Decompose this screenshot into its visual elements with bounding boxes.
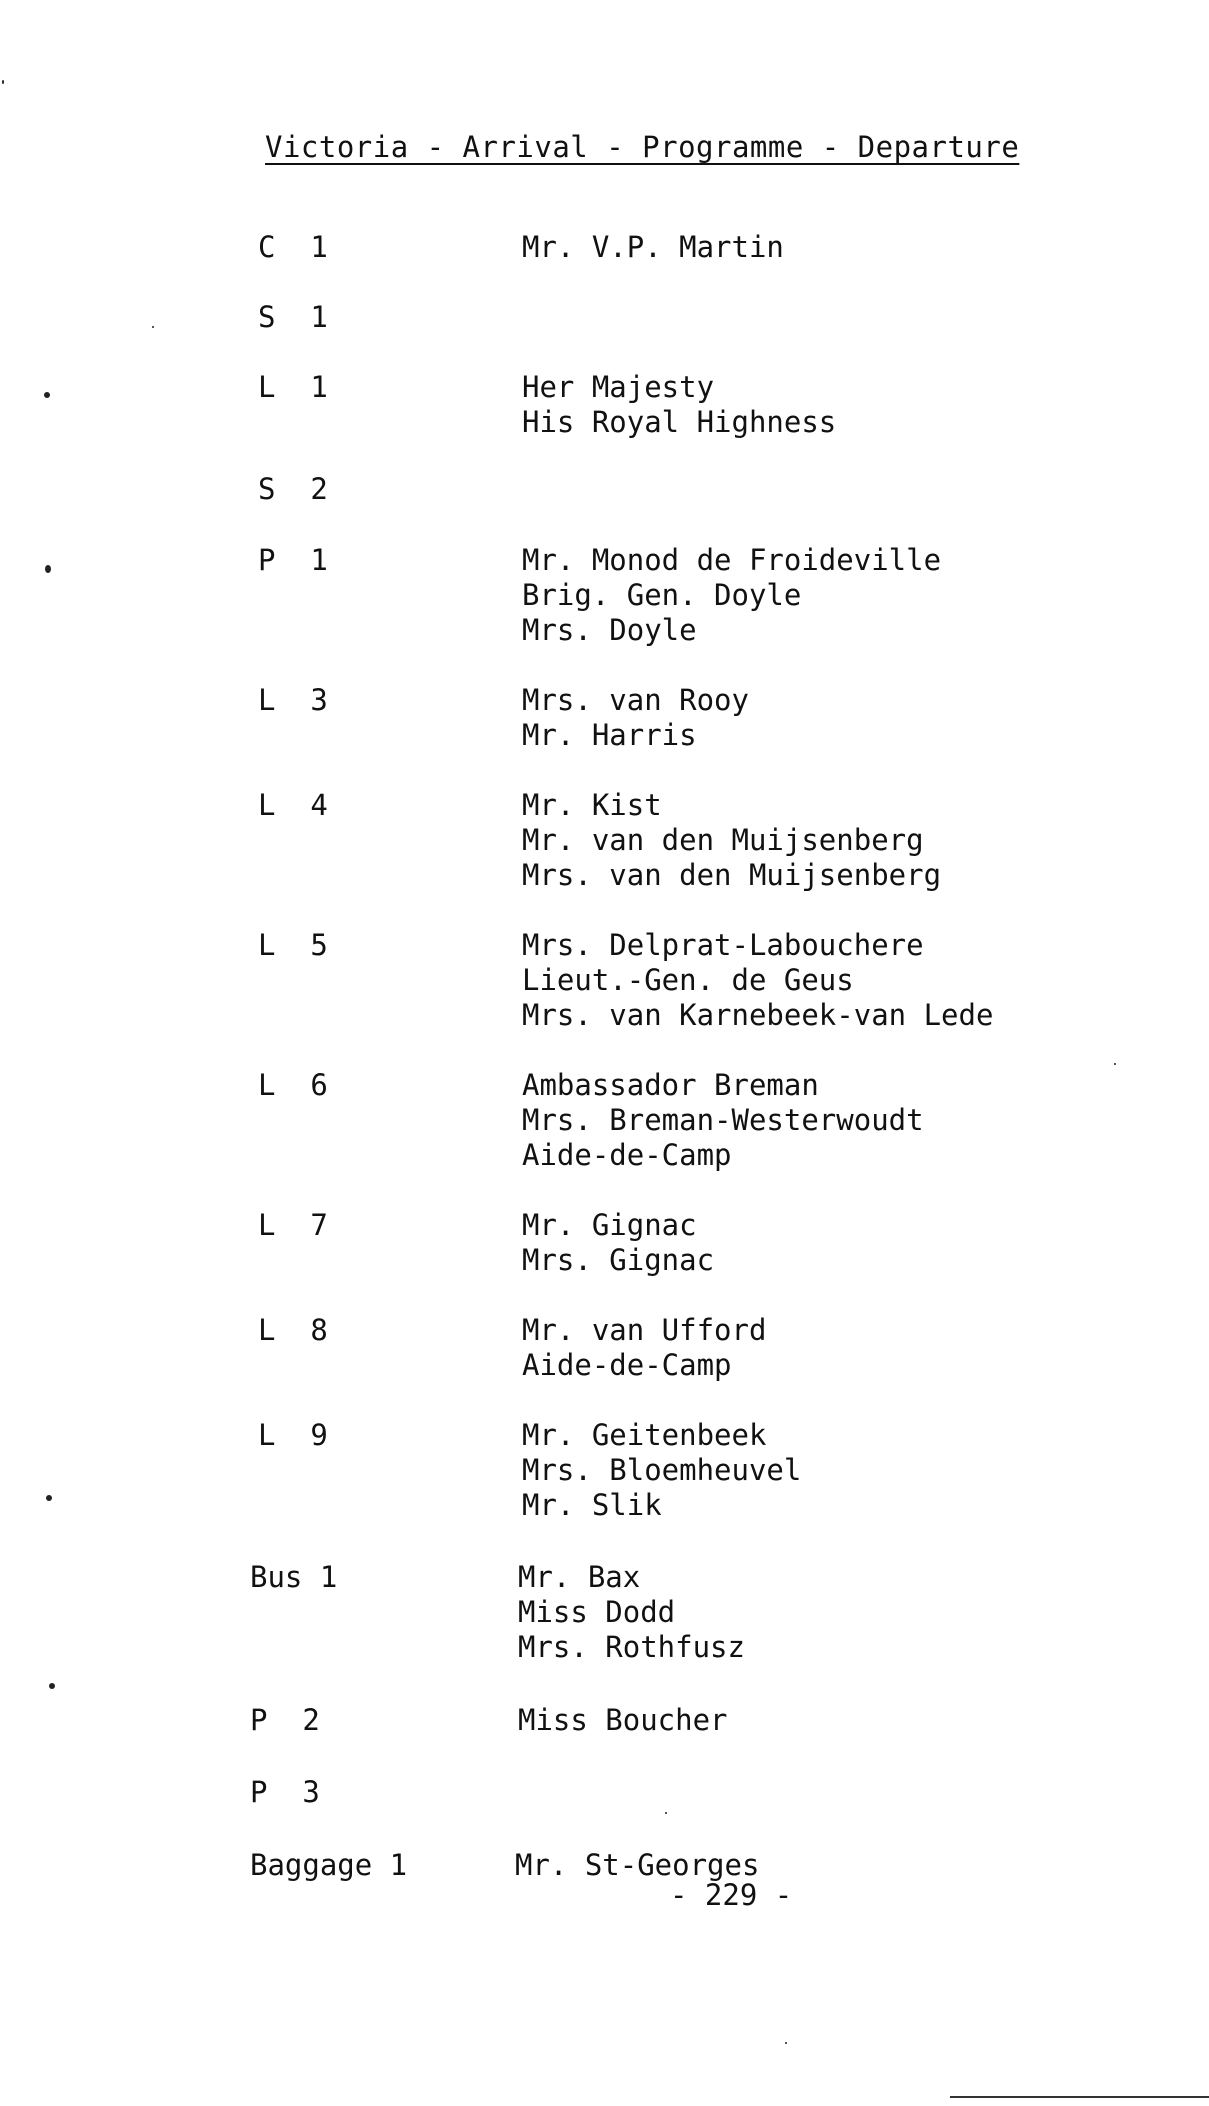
passenger-list (522, 1313, 766, 1383)
vehicle-label: Baggage 1 (250, 1848, 408, 1882)
passenger-name: Her Majesty (522, 370, 715, 404)
passenger-name: Mr. Monod de Froideville (522, 543, 942, 577)
passenger-name: Mr. V.P. Martin (522, 230, 784, 264)
passenger-name: Mr. Geitenbeek (522, 1418, 767, 1452)
passenger-name: Mr. Harris (522, 718, 697, 752)
vehicle-label: L 5 (258, 928, 328, 962)
vehicle-label: P 1 (258, 543, 328, 577)
passenger-name: Ambassador Breman (522, 1068, 819, 1102)
vehicle-label: P 3 (250, 1775, 320, 1809)
passenger-name: Mrs. Gignac (522, 1243, 715, 1277)
scan-speck (49, 1683, 55, 1689)
passenger-name: Miss Dodd (518, 1595, 676, 1629)
passenger-name: Aide-de-Camp (522, 1348, 732, 1382)
page-number: - 229 - (670, 1878, 793, 1912)
scan-speck (665, 1812, 667, 1814)
scan-edge-line (950, 2096, 1209, 2098)
passenger-name: Brig. Gen. Doyle (522, 578, 802, 612)
vehicle-label: P 2 (250, 1703, 320, 1737)
passenger-list (522, 543, 941, 648)
passenger-list (522, 1418, 801, 1523)
vehicle-label: L 4 (258, 788, 328, 822)
scan-speck (2, 80, 4, 84)
passenger-name: His Royal Highness (522, 405, 837, 439)
passenger-name: Mr. van den Muijsenberg (522, 823, 924, 857)
vehicle-label: L 1 (258, 370, 328, 404)
passenger-list (522, 683, 749, 753)
vehicle-label: S 2 (258, 472, 328, 506)
document-title: Victoria - Arrival - Programme - Departure (265, 130, 1020, 164)
vehicle-label: L 3 (258, 683, 328, 717)
passenger-name: Mrs. Delprat-Labouchere (522, 928, 924, 962)
vehicle-label: Bus 1 (250, 1560, 338, 1594)
scan-speck (46, 1495, 52, 1501)
scan-speck (1114, 1063, 1116, 1065)
passenger-name: Mr. Gignac (522, 1208, 697, 1242)
vehicle-label: C 1 (258, 230, 328, 264)
passenger-name: Aide-de-Camp (522, 1138, 732, 1172)
passenger-name: Mrs. van Rooy (522, 683, 749, 717)
passenger-name: Mr. Slik (522, 1488, 662, 1522)
scan-speck (152, 326, 154, 328)
passenger-list (522, 230, 784, 265)
vehicle-label: S 1 (258, 300, 328, 334)
passenger-list (522, 928, 993, 1033)
passenger-name: Mrs. van den Muijsenberg (522, 858, 942, 892)
passenger-name: Mrs. Doyle (522, 613, 697, 647)
vehicle-label: L 6 (258, 1068, 328, 1102)
vehicle-label: L 7 (258, 1208, 328, 1242)
passenger-name: Mrs. Rothfusz (518, 1630, 745, 1664)
passenger-name: Lieut.-Gen. de Geus (522, 963, 854, 997)
scan-speck (45, 565, 51, 573)
vehicle-label: L 8 (258, 1313, 328, 1347)
passenger-list (522, 1068, 924, 1173)
passenger-list (522, 788, 941, 893)
passenger-name: Mr. Bax (518, 1560, 641, 1594)
passenger-name: Mr. St-Georges (515, 1848, 760, 1882)
passenger-name: Mrs. Breman-Westerwoudt (522, 1103, 924, 1137)
scan-speck (44, 392, 50, 398)
passenger-name: Mrs. Bloemheuvel (522, 1453, 802, 1487)
passenger-list (522, 370, 836, 440)
passenger-list (518, 1703, 728, 1738)
passenger-name: Miss Boucher (518, 1703, 728, 1737)
vehicle-label: L 9 (258, 1418, 328, 1452)
passenger-list (522, 1208, 714, 1278)
passenger-name: Mrs. van Karnebeek-van Lede (522, 998, 994, 1032)
passenger-name: Mr. Kist (522, 788, 662, 822)
scan-speck (785, 2042, 787, 2044)
passenger-list (518, 1560, 745, 1665)
passenger-name: Mr. van Ufford (522, 1313, 767, 1347)
